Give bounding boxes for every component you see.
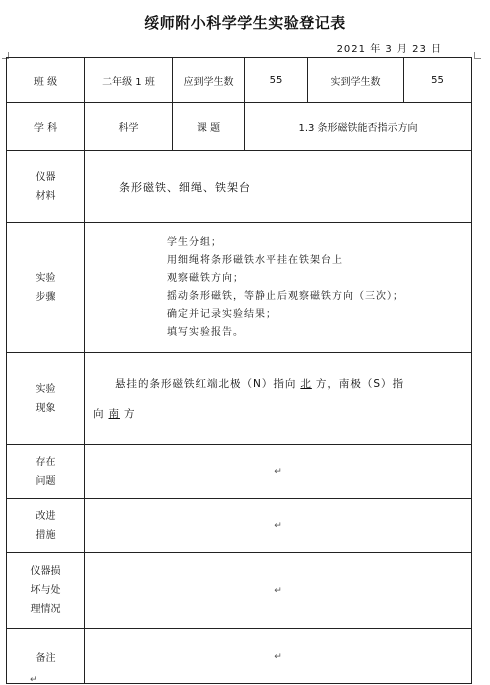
phenomena-text-c: 向 [93,407,105,420]
row-damage [7,553,472,629]
damage-label-line1: 仪器损 [30,566,61,577]
paragraph-mark: ↵ [274,586,282,596]
subject-label: 学 科 [7,103,85,151]
phenomena-line-1 [93,369,463,399]
actual-students-label: 实到学生数 [308,58,404,103]
row-instruments [7,151,472,223]
expected-students-value: 55 [245,58,308,103]
end-paragraph-mark: ↵ [30,675,38,685]
phenomena-label-line2: 现象 [35,402,56,414]
row-remarks [7,629,472,684]
phenomena-label-line1: 实验 [35,383,56,395]
issues-label-line1: 存在 [35,456,56,468]
phenomena-line-2 [93,399,463,429]
paragraph-mark: ↵ [274,467,282,477]
issues-label [7,445,85,499]
instruments-value: 条形磁铁、细绳、铁架台 [85,151,472,223]
step-line: 确定并记录实验结果； [167,308,277,320]
improvements-label [7,499,85,553]
remarks-label: 备注 [7,629,85,684]
topic-value: 1.3 条形磁铁能否指示方向 [245,103,472,151]
expected-students-label: 应到学生数 [173,58,245,103]
phenomena-label [7,353,85,445]
corner-mark-right [474,52,481,59]
steps-content [85,223,472,353]
steps-label [7,223,85,353]
actual-students-value: 55 [404,58,472,103]
class-value: 二年级 1 班 [85,58,173,103]
row-subject [7,103,472,151]
damage-label-line3: 理情况 [30,604,61,615]
row-improvements [7,499,472,553]
step-line: 摇动条形磁铁，等静止后观察磁铁方向（三次）； [167,290,404,302]
date-line: 2021 年 3 月 23 日 [336,44,442,55]
row-issues [7,445,472,499]
row-phenomena [7,353,472,445]
step-line: 填写实验报告。 [167,326,244,338]
instruments-label-line1: 仪器 [35,171,56,183]
step-line: 观察磁铁方向； [167,272,244,284]
instruments-label [7,151,85,223]
form-title: 绥师附小科学学生实验登记表 [144,14,346,32]
steps-label-line1: 实验 [35,272,56,284]
damage-content [85,553,472,629]
paragraph-mark: ↵ [274,651,282,662]
issues-label-line2: 问题 [35,475,56,487]
subject-value: 科学 [85,103,173,151]
north-answer: 北 [300,377,312,390]
paragraph-mark: ↵ [274,521,282,531]
row-steps [7,223,472,353]
step-line: 用细绳将条形磁铁水平挂在铁架台上 [167,254,343,266]
phenomena-text-b: 方，南极（S）指 [315,377,405,390]
remarks-content [85,629,472,684]
phenomena-content [85,353,472,445]
steps-label-line2: 步骤 [35,291,56,303]
step-line: 学生分组； [167,236,222,248]
registration-table [6,57,472,684]
phenomena-text-a: 悬挂的条形磁铁红端北极（N）指向 [115,377,297,390]
improvements-label-line1: 改进 [35,510,56,522]
topic-label: 课 题 [173,103,245,151]
phenomena-text-d: 方 [124,407,136,420]
improvements-label-line2: 措施 [35,529,56,541]
damage-label-line2: 坏与处 [30,585,61,596]
south-answer: 南 [108,407,120,420]
instruments-label-line2: 材料 [35,190,56,202]
damage-label [7,553,85,629]
improvements-content [85,499,472,553]
class-label: 班 级 [7,58,85,103]
row-class-info [7,58,472,103]
issues-content [85,445,472,499]
